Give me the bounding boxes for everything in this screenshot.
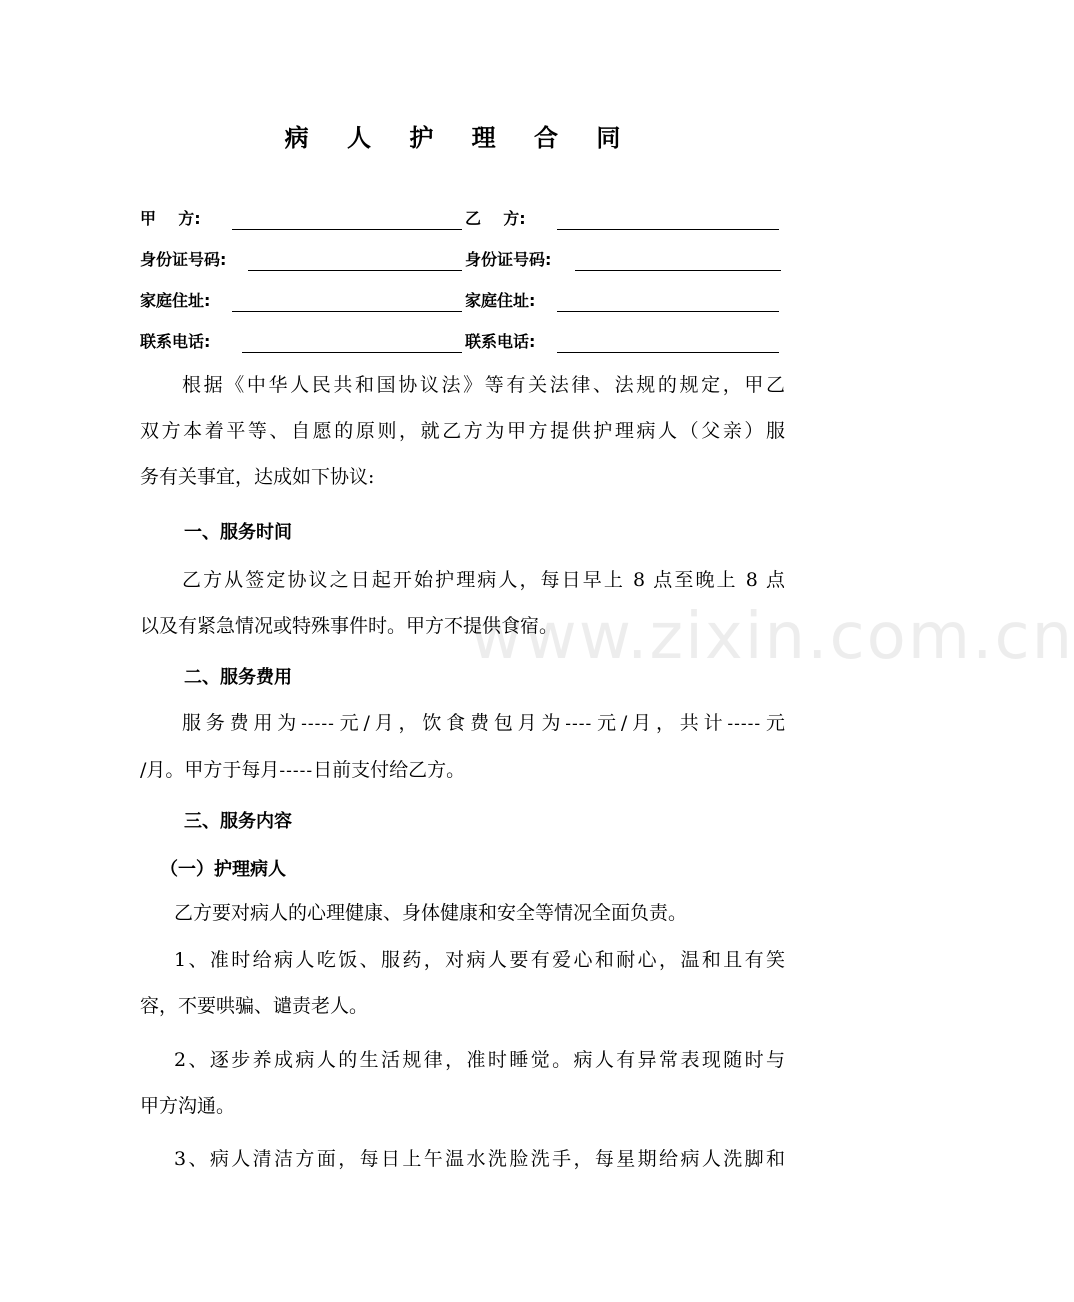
party-a-id-label: 身份证号码: <box>140 250 227 269</box>
section-heading-service-content: 三、服务内容 <box>184 811 292 832</box>
party-a-address-label: 家庭住址: <box>140 291 211 310</box>
section-heading-service-fee: 二、服务费用 <box>184 667 292 688</box>
party-a-name-label: 甲 方: <box>140 209 201 228</box>
care-item-line: 1、准时给病人吃饭、服药，对病人要有爱心和耐心，温和且有笑 <box>174 949 785 971</box>
party-a-name-field[interactable] <box>232 229 462 230</box>
party-b-address-field[interactable] <box>557 311 779 312</box>
party-b-phone-field[interactable] <box>557 352 779 353</box>
intro-line: 双方本着平等、自愿的原则，就乙方为甲方提供护理病人（父亲）服 <box>140 420 785 442</box>
service-time-paragraph <box>140 557 785 649</box>
service-time-line: 乙方从签定协议之日起开始护理病人，每日早上 8 点至晚上 8 点 <box>182 569 785 591</box>
subsection-heading-patient-care: （一）护理病人 <box>160 859 286 880</box>
care-item-2 <box>140 1037 785 1129</box>
contract-title: 病 人 护 理 合 同 <box>284 124 636 152</box>
intro-paragraph <box>140 362 785 500</box>
care-item-1 <box>140 937 785 1029</box>
service-fee-line: /月。甲方于每月-----日前支付给乙方。 <box>140 747 785 794</box>
care-item-3 <box>140 1136 785 1182</box>
service-time-line: 以及有紧急情况或特殊事件时。甲方不提供食宿。 <box>140 615 559 637</box>
party-a-phone-field[interactable] <box>242 352 462 353</box>
payment-day-blank[interactable]: ----- <box>279 761 314 781</box>
party-b-id-label: 身份证号码: <box>465 250 552 269</box>
care-item-line: 3、病人清洁方面，每日上午温水洗脸洗手，每星期给病人洗脚和 <box>174 1148 785 1170</box>
party-b-name-field[interactable] <box>557 229 779 230</box>
party-b-phone-label: 联系电话: <box>465 332 536 351</box>
party-row-name <box>140 202 785 232</box>
section-heading-service-time: 一、服务时间 <box>184 522 292 543</box>
party-a-address-field[interactable] <box>232 311 462 312</box>
party-b-id-field[interactable] <box>575 270 781 271</box>
care-item-line: 2、逐步养成病人的生活规律，准时睡觉。病人有异常表现随时与 <box>174 1049 785 1071</box>
total-fee-blank[interactable]: ----- <box>727 714 762 734</box>
patient-care-intro-line: 乙方要对病人的心理健康、身体健康和安全等情况全面负责。 <box>174 902 688 924</box>
intro-line: 务有关事宜，达成如下协议: <box>140 466 375 488</box>
party-row-id <box>140 243 785 273</box>
service-fee-line: 服务费用为-----元/月，饮食费包月为----元/月，共计-----元 <box>140 700 785 747</box>
care-item-line: 容，不要哄骗、谴责老人。 <box>140 995 369 1017</box>
party-row-address <box>140 284 785 314</box>
party-row-phone <box>140 325 785 355</box>
patient-care-intro <box>140 890 785 936</box>
party-a-phone-label: 联系电话: <box>140 332 211 351</box>
party-b-address-label: 家庭住址: <box>465 291 536 310</box>
care-item-line: 甲方沟通。 <box>140 1095 236 1117</box>
monthly-fee-blank[interactable]: ----- <box>301 714 335 734</box>
watermark: www.zixin.com.cn <box>470 600 1074 674</box>
party-a-id-field[interactable] <box>248 270 462 271</box>
service-fee-paragraph <box>140 700 785 794</box>
food-fee-blank[interactable]: ---- <box>565 714 593 734</box>
intro-line: 根据《中华人民共和国协议法》等有关法律、法规的规定，甲乙 <box>182 374 785 396</box>
party-b-name-label: 乙 方: <box>465 209 526 228</box>
